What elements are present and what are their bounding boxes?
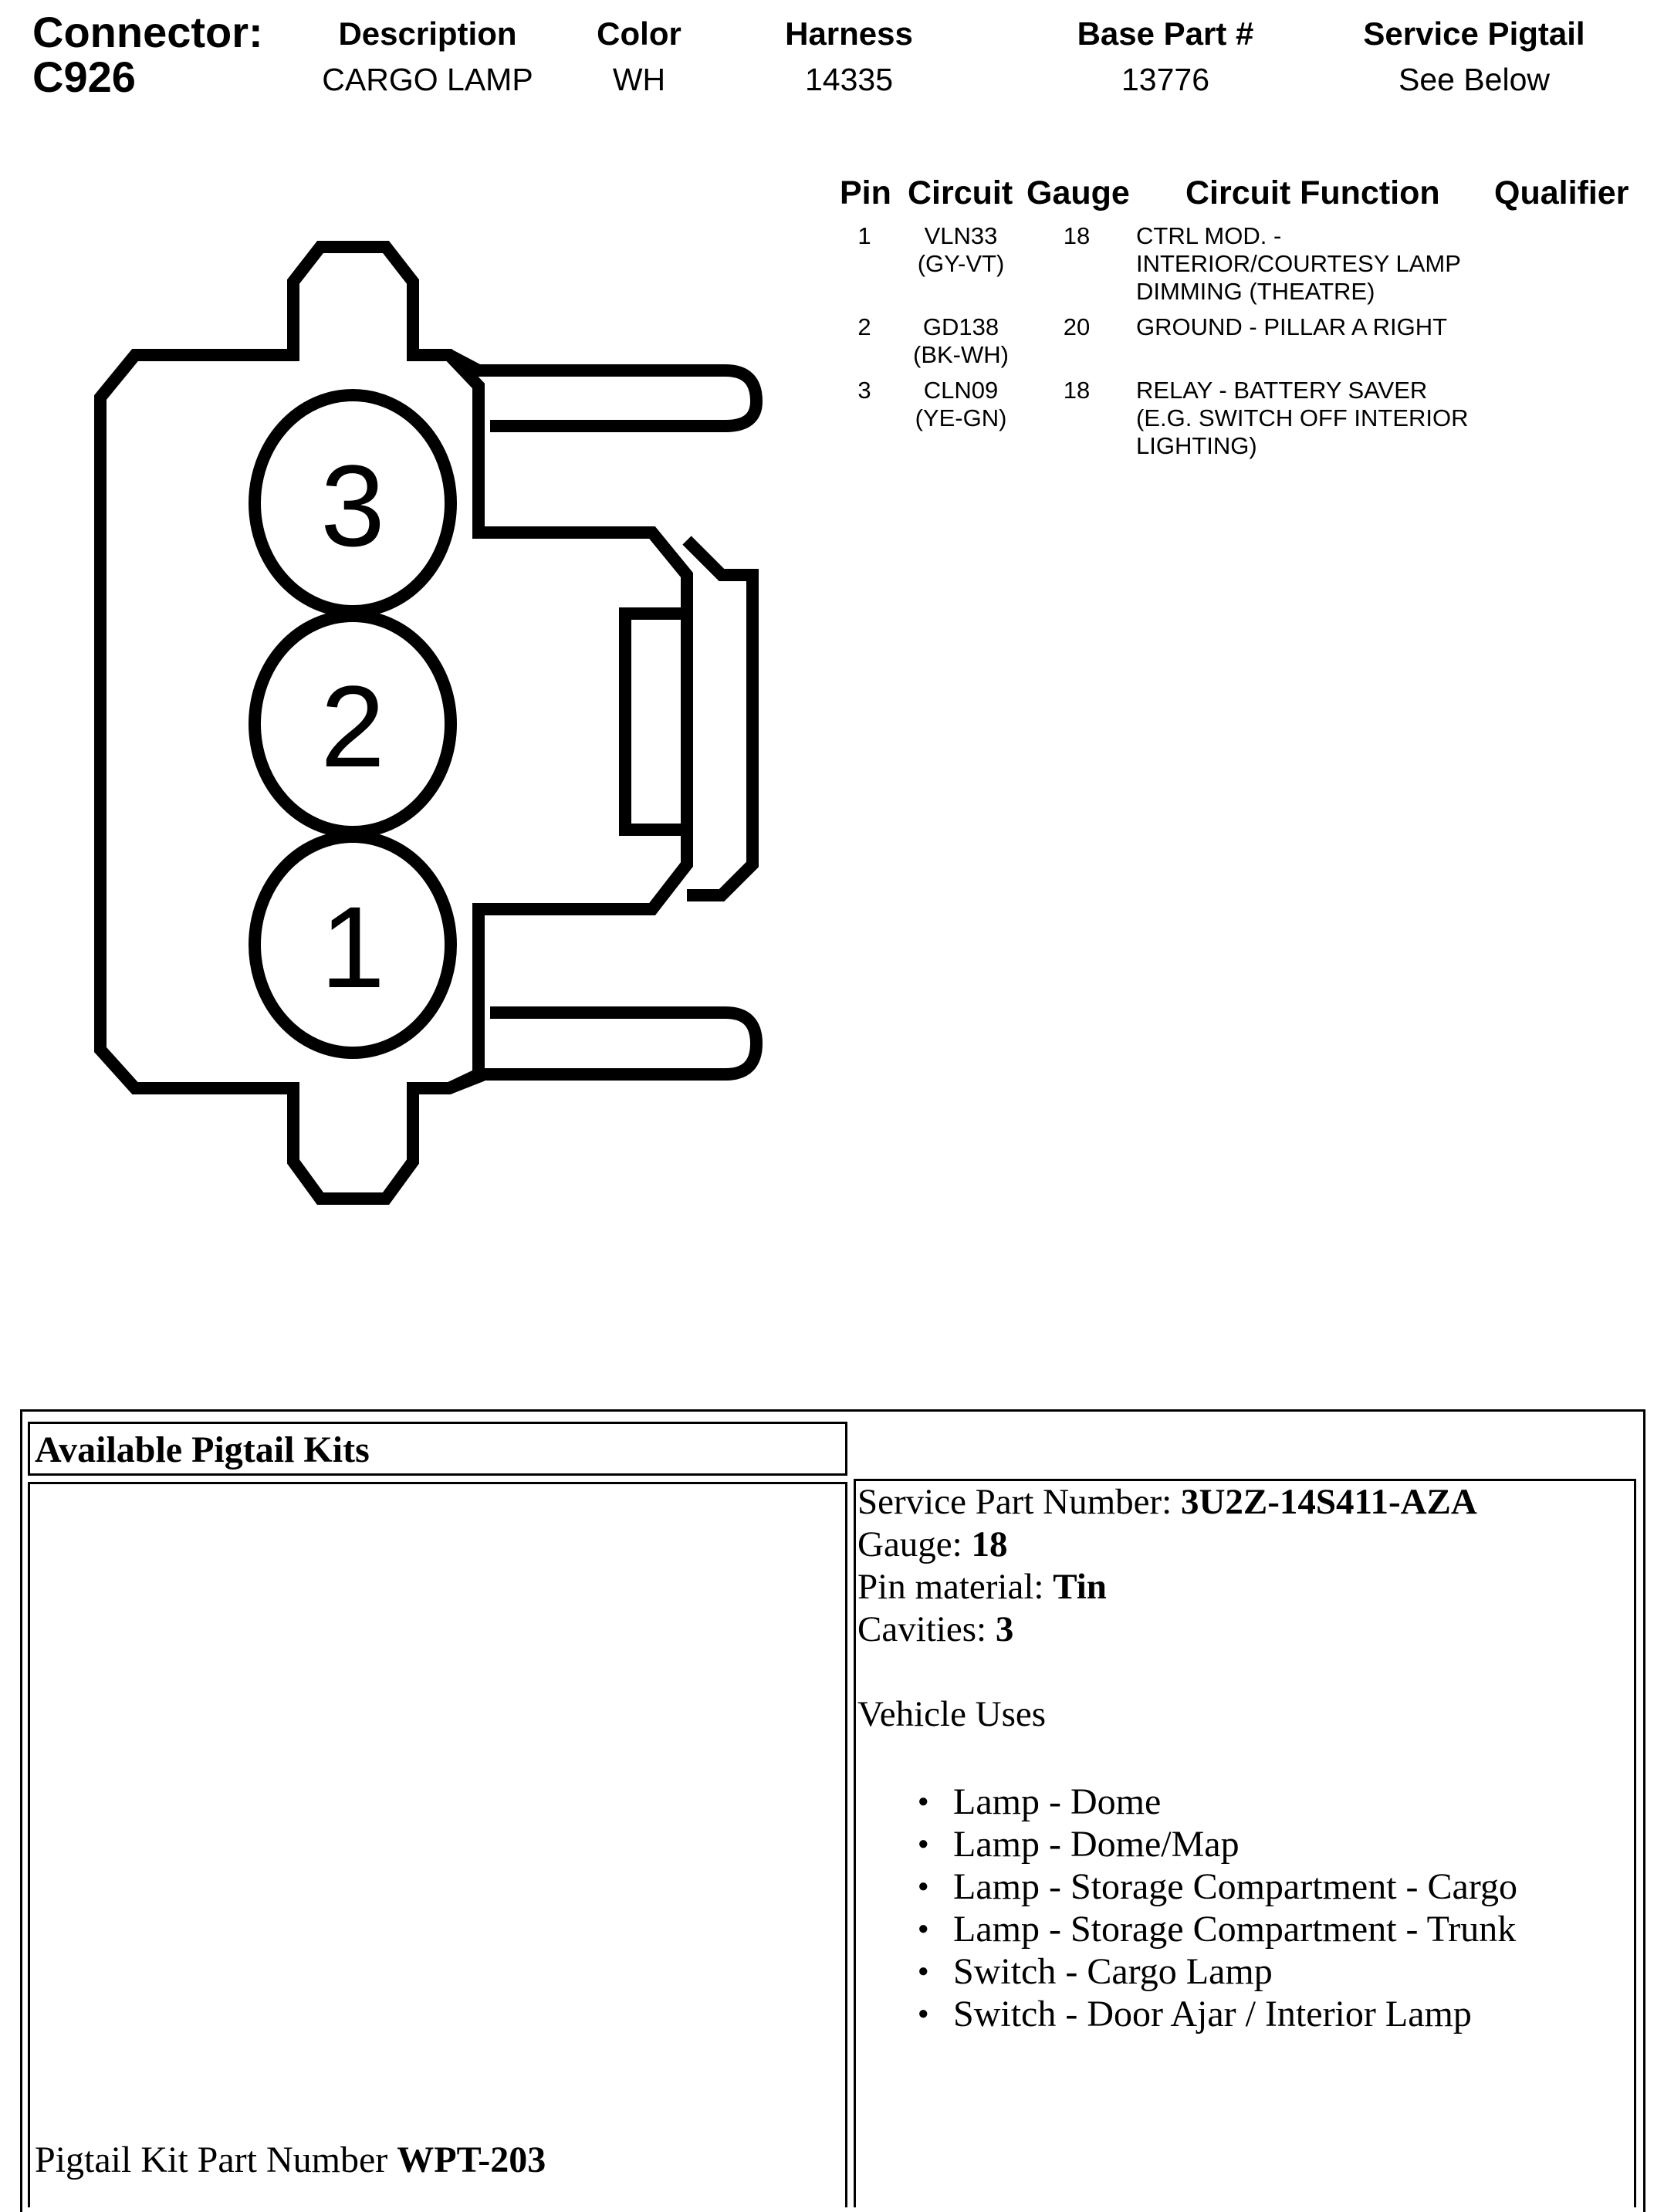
cavity-label-1: 1 [320,882,385,1012]
vehicle-use-item: ● Lamp - Dome [857,1781,1517,1823]
pin-number: 3 [857,377,871,404]
color-value: WH [612,62,666,97]
pin-material-line: Pin material: Tin [857,1567,1107,1607]
cavities-line: Cavities: 3 [857,1609,1014,1649]
pigtail-info-cell [854,1479,1636,2207]
vehicle-use-item: ● Lamp - Storage Compartment - Cargo [857,1865,1517,1908]
vehicle-use-item: ● Switch - Cargo Lamp [857,1950,1517,1993]
qualifier-col-header: Qualifier [1494,174,1629,211]
connector-face-diagram [0,0,818,1250]
service-pigtail-header: Service Pigtail [1363,15,1585,52]
cavity-label-3: 3 [320,441,385,570]
upper-latch-arm [449,355,756,426]
pigtail-kit-part-number [35,2139,546,2181]
pin-col-header: Pin [840,174,891,211]
vehicle-uses-heading: Vehicle Uses [857,1694,1047,1734]
gauge-col-header: Gauge [1026,174,1130,211]
circuit-function-line: LIGHTING) [1136,432,1257,459]
circuit-id: CLN09 [923,377,999,404]
pigtail-title-cell [28,1422,847,1476]
side-lock-tab [625,614,687,830]
vehicle-use-item: ● Switch - Door Ajar / Interior Lamp [857,1993,1517,2035]
connector-id: C926 [32,52,136,101]
circuit-function-line: CTRL MOD. - [1136,222,1282,249]
cavity-label-2: 2 [320,661,385,791]
pigtail-image-cell [28,1482,847,2207]
pin-number: 1 [857,222,871,249]
circuit-function-line: RELAY - BATTERY SAVER [1136,377,1428,404]
description-value: CARGO LAMP [322,62,533,97]
lower-latch-arm [449,1013,756,1088]
circuit-col-header: Circuit [908,174,1013,211]
harness-header: Harness [785,15,913,52]
harness-value: 14335 [804,62,893,97]
service-part-number: Service Part Number: 3U2Z-14S411-AZA [857,1482,1477,1522]
kit-number: WPT-203 [397,2139,546,2180]
pin-number: 2 [857,313,871,340]
gauge-line: Gauge: 18 [857,1524,1008,1564]
base-part-value: 13776 [1121,62,1209,97]
service-pigtail-value: See Below [1398,62,1550,97]
connector-label: Connector: [32,8,263,56]
circuit-function-line: INTERIOR/COURTESY LAMP [1136,250,1461,277]
circuit-gauge: 18 [1063,222,1091,249]
vehicle-use-item: ● Lamp - Storage Compartment - Trunk [857,1908,1517,1950]
side-lock-bracket [687,540,753,895]
circuit-gauge: 20 [1063,313,1091,340]
base-part-header: Base Part # [1077,15,1254,52]
circuit-id: VLN33 [924,222,998,249]
circuit-function-line: DIMMING (THEATRE) [1136,278,1375,305]
vehicle-uses-list [857,1781,1517,2035]
color-header: Color [597,15,681,52]
circuit-function-line: GROUND - PILLAR A RIGHT [1136,313,1448,340]
circuit-id: GD138 [922,313,999,340]
circuit-function-col-header: Circuit Function [1185,174,1440,211]
circuit-color: (YE-GN) [915,404,1007,431]
description-header: Description [338,15,517,52]
circuit-function-line: (E.G. SWITCH OFF INTERIOR [1136,404,1469,431]
pigtail-title: Available Pigtail Kits [35,1429,370,1470]
circuit-gauge: 18 [1063,377,1091,404]
vehicle-use-item: ● Lamp - Dome/Map [857,1823,1517,1865]
kit-label: Pigtail Kit Part Number [35,2139,397,2180]
circuit-color: (GY-VT) [917,250,1005,277]
circuit-color: (BK-WH) [913,341,1009,368]
